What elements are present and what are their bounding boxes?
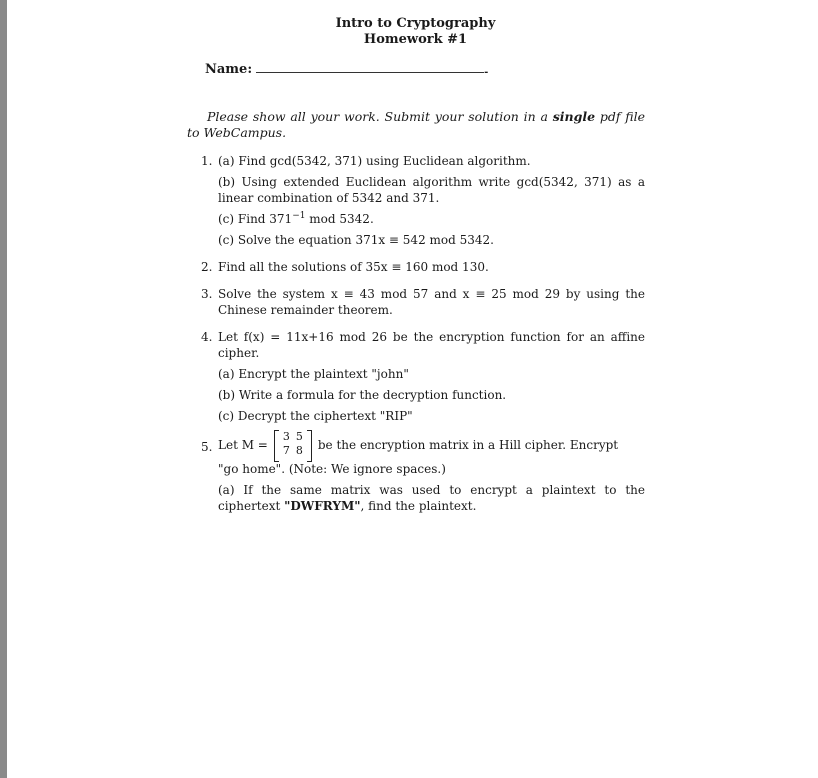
problem-2-text: Find all the solutions of 35x ≡ 160 mod 130. xyxy=(218,260,489,274)
problem-3 xyxy=(201,286,645,318)
name-label: Name: xyxy=(205,62,253,77)
problem-4b: (b) Write a formula for the decryption function. xyxy=(218,388,507,402)
problem-1c-inverse xyxy=(218,211,645,227)
instructions-emphasis: single xyxy=(552,109,596,124)
document-header xyxy=(7,16,818,48)
matrix-cell: 5 xyxy=(295,430,303,443)
viewer-left-edge xyxy=(0,0,7,778)
problem-4a: (a) Encrypt the plaintext "john" xyxy=(218,367,409,381)
problem-number: 5. xyxy=(201,440,213,454)
instructions xyxy=(187,109,645,141)
problem-5-let: Let M = xyxy=(218,438,268,452)
name-underline xyxy=(256,71,484,73)
problem-5-text: be the encryption matrix in a Hill cipher. Encrypt xyxy=(317,438,619,452)
document-subtitle: Homework #1 xyxy=(363,32,468,47)
problem-number: 1. xyxy=(201,154,213,168)
problem-1c-text: (c) Find 371 xyxy=(218,212,293,226)
problem-list xyxy=(201,153,645,525)
problem-1b: (b) Using extended Euclidean algorithm write gcd(5342, 371) as a linear combination of 5342 and 371. xyxy=(218,175,645,205)
matrix-cell: 8 xyxy=(295,444,303,457)
problem-number: 2. xyxy=(201,260,213,274)
problem-5a-text: (a) If the same matrix was used to encrypt a plaintext to the ciphertext xyxy=(218,483,645,513)
problem-number: 3. xyxy=(201,287,213,301)
problem-5 xyxy=(201,429,645,514)
problem-2 xyxy=(201,259,645,275)
instructions-text: Please show all your work. Submit your solution in a xyxy=(207,109,553,124)
matrix-cell: 7 xyxy=(282,444,290,457)
instructions-text-end: pdf file to WebCampus. xyxy=(187,109,645,140)
problem-1a: (a) Find gcd(5342, 371) using Euclidean algorithm. xyxy=(218,154,531,168)
problem-number: 4. xyxy=(201,330,213,344)
problem-3-text: Solve the system x ≡ 43 mod 57 and x ≡ 25 mod 29 by using the Chinese remainder theorem. xyxy=(218,287,645,317)
problem-5a-ciphertext: "DWFRYM" xyxy=(284,499,361,513)
problem-1 xyxy=(201,153,645,248)
problem-5a-text-end: , find the plaintext. xyxy=(360,499,477,513)
name-field xyxy=(205,62,488,77)
problem-1c-exponent: −1 xyxy=(292,211,306,221)
matrix-cell: 3 xyxy=(282,430,290,443)
problem-1c-text-end: mod 5342. xyxy=(305,212,374,226)
document-page xyxy=(7,0,818,778)
document-title: Intro to Cryptography xyxy=(335,16,496,31)
problem-5a xyxy=(218,482,645,514)
problem-4-text: Let f(x) = 11x+16 mod 26 be the encryption function for an affine cipher. xyxy=(218,330,645,360)
problem-5-note: "go home". (Note: We ignore spaces.) xyxy=(218,462,446,476)
problem-4c: (c) Decrypt the ciphertext "RIP" xyxy=(218,409,413,423)
hill-matrix xyxy=(274,430,312,460)
name-line-end: - xyxy=(484,67,489,78)
problem-5-statement xyxy=(218,429,645,461)
problem-1c-equation: (c) Solve the equation 371x ≡ 542 mod 5342. xyxy=(218,233,494,247)
problem-4 xyxy=(201,329,645,424)
